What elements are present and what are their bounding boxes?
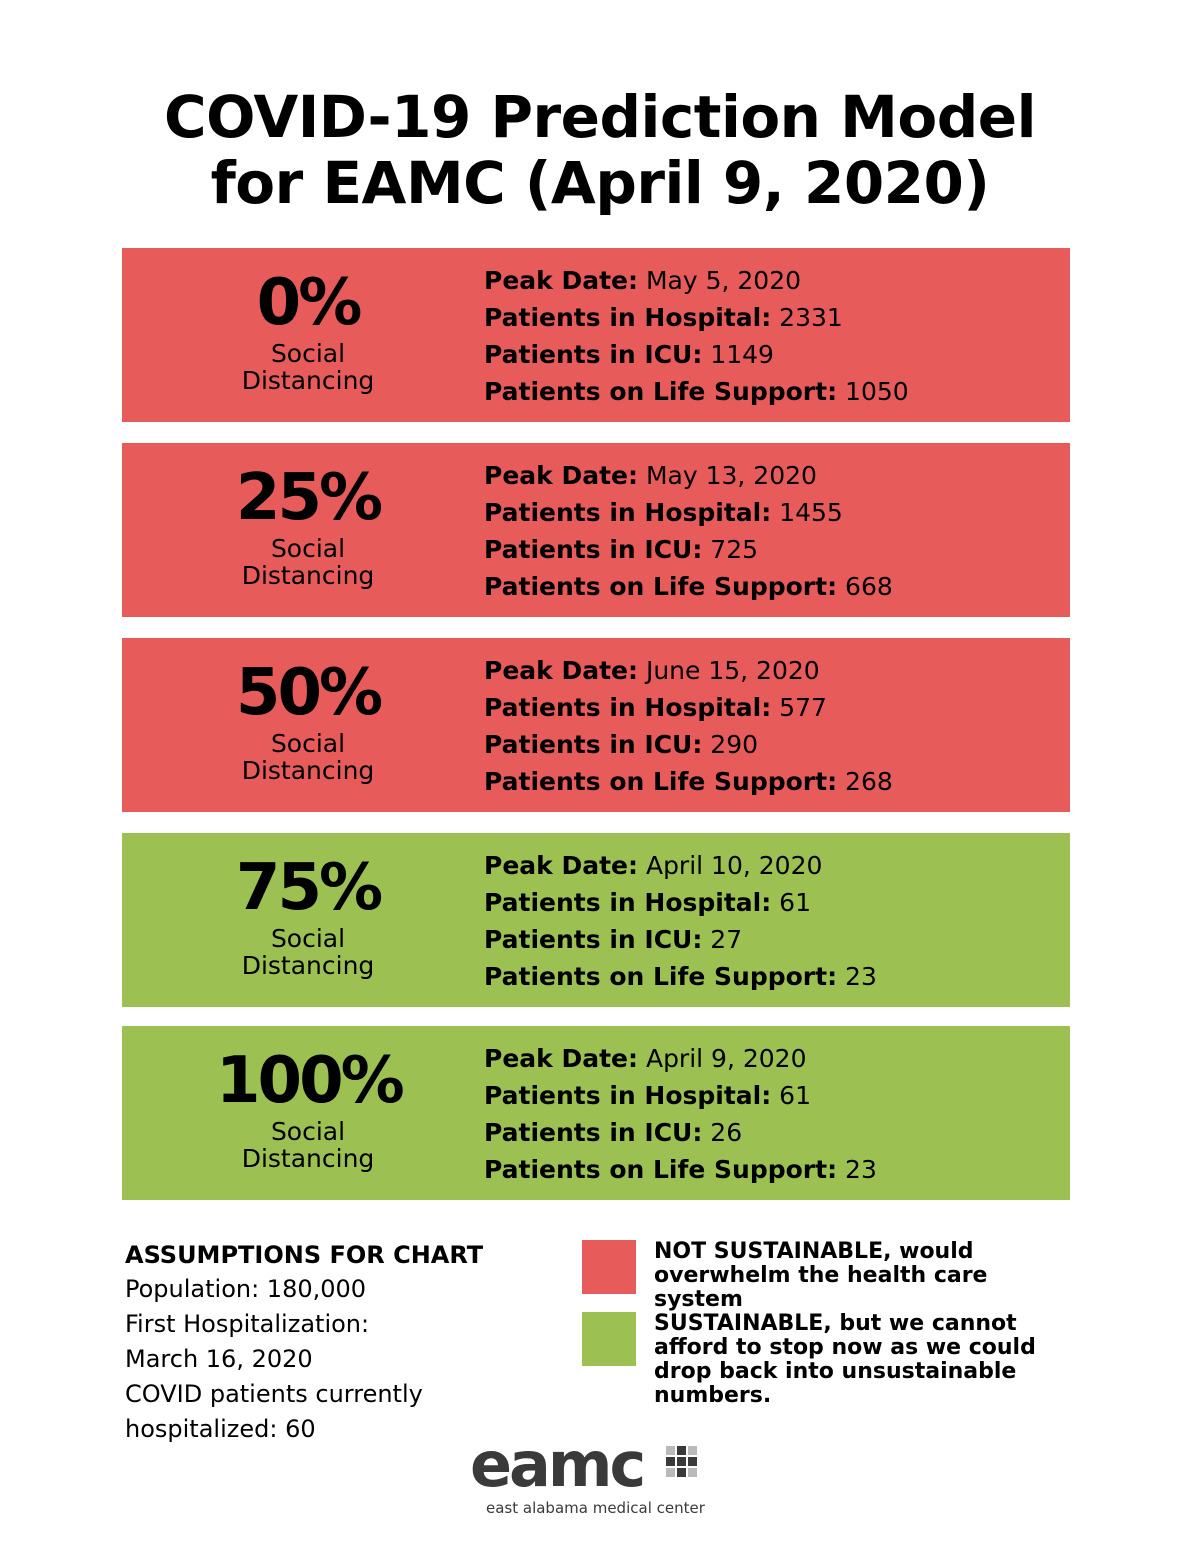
patients-in-icu	[484, 921, 1054, 958]
social-label: Social	[270, 729, 346, 758]
patients-in-hospital	[484, 689, 1054, 726]
peak-date	[484, 1040, 1054, 1077]
patients-in-icu	[484, 726, 1054, 763]
peak-date	[484, 652, 1054, 689]
peak-date-value: May 5, 2020	[638, 266, 802, 295]
hospital-value: 577	[771, 693, 827, 722]
life-support-value: 668	[837, 572, 893, 601]
icu-value: 26	[702, 1118, 743, 1147]
legend-sustainable-line-2: afford to stop now as we could	[654, 1335, 1036, 1360]
peak-date	[484, 262, 1054, 299]
icu-value: 1149	[702, 340, 774, 369]
distancing-percent: 100%	[216, 1044, 402, 1118]
patients-in-hospital	[484, 1077, 1054, 1114]
scenario-0-percent	[122, 248, 1070, 422]
life-support-label: Patients on Life Support:	[484, 572, 838, 601]
life-support-value: 23	[837, 1155, 877, 1184]
distancing-label: Distancing	[241, 1144, 375, 1173]
hospital-value: 61	[771, 888, 811, 917]
hospital-label: Patients in Hospital:	[484, 1081, 772, 1110]
medical-cross-icon	[666, 1446, 698, 1478]
hospital-label: Patients in Hospital:	[484, 888, 772, 917]
assumptions-block	[125, 1238, 545, 1447]
current-patients-value: hospitalized: 60	[125, 1415, 316, 1443]
logo-subtitle: east alabama medical center	[486, 1499, 705, 1517]
scenario-level	[216, 1046, 400, 1172]
peak-date-value: April 10, 2020	[638, 851, 823, 880]
icu-value: 27	[702, 925, 743, 954]
life-support-value: 23	[837, 962, 877, 991]
patients-in-icu	[484, 1114, 1054, 1151]
scenario-stats	[484, 847, 1054, 995]
hospital-label: Patients in Hospital:	[484, 498, 772, 527]
patients-in-hospital	[484, 299, 1054, 336]
scenario-level	[216, 268, 400, 394]
icu-value: 290	[702, 730, 759, 759]
distancing-percent: 50%	[235, 656, 381, 730]
peak-date-label: Peak Date:	[484, 461, 639, 490]
social-label: Social	[270, 924, 346, 953]
scenario-50-percent	[122, 638, 1070, 812]
legend-swatch-not-sustainable	[582, 1240, 636, 1294]
life-support-label: Patients on Life Support:	[484, 377, 838, 406]
distancing-percent: 25%	[235, 461, 381, 535]
population: Population: 180,000	[125, 1275, 367, 1303]
legend-not-sustainable-line-1: NOT SUSTAINABLE, would	[654, 1239, 974, 1264]
scenario-level	[216, 463, 400, 589]
hospital-value: 2331	[771, 303, 843, 332]
social-label: Social	[270, 1117, 346, 1146]
peak-date	[484, 847, 1054, 884]
legend-text-sustainable	[654, 1312, 1084, 1408]
logo-wordmark: eamc	[470, 1428, 644, 1501]
icu-label: Patients in ICU:	[484, 340, 703, 369]
scenario-100-percent	[122, 1026, 1070, 1200]
distancing-label: Distancing	[241, 951, 375, 980]
assumptions-heading: ASSUMPTIONS FOR CHART	[125, 1241, 484, 1269]
legend-swatch-sustainable	[582, 1312, 636, 1366]
icu-label: Patients in ICU:	[484, 1118, 703, 1147]
scenario-stats	[484, 652, 1054, 800]
icu-label: Patients in ICU:	[484, 925, 703, 954]
legend-sustainable-line-4: numbers.	[654, 1383, 772, 1408]
peak-date-label: Peak Date:	[484, 851, 639, 880]
first-hospitalization-date: March 16, 2020	[125, 1345, 313, 1373]
scenario-level	[216, 658, 400, 784]
patients-in-hospital	[484, 884, 1054, 921]
life-support-label: Patients on Life Support:	[484, 767, 838, 796]
scenario-stats	[484, 1040, 1054, 1188]
scenario-stats	[484, 262, 1054, 410]
distancing-label: Distancing	[241, 366, 375, 395]
scenario-stats	[484, 457, 1054, 605]
distancing-label: Distancing	[241, 561, 375, 590]
hospital-label: Patients in Hospital:	[484, 303, 772, 332]
patients-in-icu	[484, 531, 1054, 568]
hospital-label: Patients in Hospital:	[484, 693, 772, 722]
life-support-label: Patients on Life Support:	[484, 962, 838, 991]
patients-on-life-support	[484, 958, 1054, 995]
patients-on-life-support	[484, 373, 1054, 410]
peak-date-value: May 13, 2020	[638, 461, 817, 490]
patients-in-icu	[484, 336, 1054, 373]
peak-date	[484, 457, 1054, 494]
scenario-75-percent	[122, 833, 1070, 1007]
patients-on-life-support	[484, 568, 1054, 605]
legend-text-not-sustainable	[654, 1240, 1084, 1312]
distancing-percent: 0%	[256, 266, 360, 340]
patients-on-life-support	[484, 763, 1054, 800]
title-line-1: COVID-19 Prediction Model	[164, 83, 1036, 151]
page-title	[0, 84, 1200, 216]
distancing-percent: 75%	[235, 851, 381, 925]
hospital-value: 1455	[771, 498, 843, 527]
life-support-value: 1050	[837, 377, 909, 406]
peak-date-label: Peak Date:	[484, 656, 639, 685]
social-label: Social	[270, 534, 346, 563]
legend-sustainable-line-3: drop back into unsustainable	[654, 1359, 1017, 1384]
peak-date-label: Peak Date:	[484, 1044, 639, 1073]
life-support-value: 268	[837, 767, 893, 796]
icu-label: Patients in ICU:	[484, 535, 703, 564]
distancing-label: Distancing	[241, 756, 375, 785]
legend-sustainable-line-1: SUSTAINABLE, but we cannot	[654, 1311, 1017, 1336]
hospital-value: 61	[771, 1081, 811, 1110]
peak-date-label: Peak Date:	[484, 266, 639, 295]
patients-on-life-support	[484, 1151, 1054, 1188]
scenario-25-percent	[122, 443, 1070, 617]
life-support-label: Patients on Life Support:	[484, 1155, 838, 1184]
social-label: Social	[270, 339, 346, 368]
peak-date-value: June 15, 2020	[638, 656, 820, 685]
current-patients-label: COVID patients currently	[125, 1380, 423, 1408]
title-line-2: for EAMC (April 9, 2020)	[210, 149, 990, 217]
icu-label: Patients in ICU:	[484, 730, 703, 759]
patients-in-hospital	[484, 494, 1054, 531]
scenario-level	[216, 853, 400, 979]
icu-value: 725	[702, 535, 759, 564]
peak-date-value: April 9, 2020	[638, 1044, 807, 1073]
legend-not-sustainable-line-2: overwhelm the health care system	[654, 1263, 988, 1312]
first-hospitalization-label: First Hospitalization:	[125, 1310, 370, 1338]
eamc-logo	[470, 1428, 740, 1524]
